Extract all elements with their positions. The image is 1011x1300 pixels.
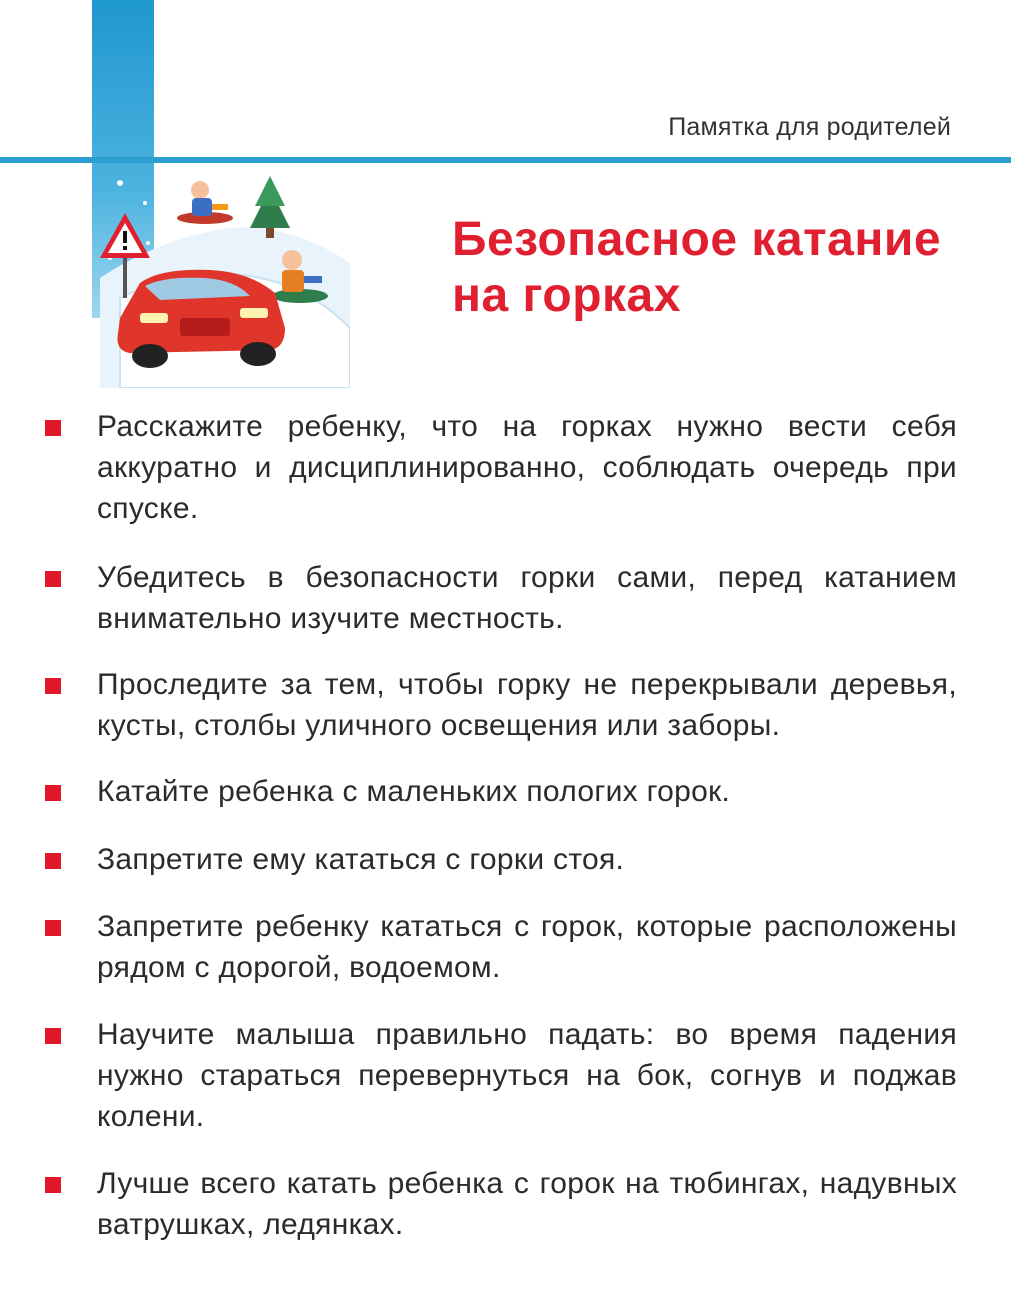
bullet-icon [45, 920, 61, 936]
bullet-icon [45, 420, 61, 436]
list-item-text: Расскажите ребенку, что на горках нужно вести себя аккуратно и дисциплинированно, соблюдать очередь при спуске. [97, 410, 957, 525]
bullet-icon [45, 1177, 61, 1193]
list-item [45, 1014, 957, 1137]
bullet-icon [45, 571, 61, 587]
winter-sledding-warning-illustration [100, 168, 350, 388]
title-line: на горках [452, 269, 681, 322]
page-title [452, 212, 972, 324]
bullet-icon [45, 785, 61, 801]
list-item [45, 906, 957, 988]
list-item [45, 664, 957, 746]
bullet-icon [45, 1028, 61, 1044]
list-item-text: Запретите ему кататься с горки стоя. [97, 843, 625, 876]
title-line: Безопасное катание [452, 213, 942, 266]
list-item [45, 557, 957, 639]
bullet-icon [45, 678, 61, 694]
list-item [45, 839, 957, 880]
list-item-text: Лучше всего катать ребенка с горок на тюбингах, надувных ватрушках, ледянках. [97, 1167, 957, 1241]
list-item [45, 1163, 957, 1245]
list-item-text: Убедитесь в безопасности горки сами, перед катанием внимательно изучите местность. [97, 561, 957, 635]
list-item [45, 406, 957, 529]
list-item [45, 771, 957, 812]
list-item-text: Запретите ребенку кататься с горок, которые расположены рядом с дорогой, водоемом. [97, 910, 957, 984]
sledding-child-icon [177, 181, 233, 224]
bullet-icon [45, 853, 61, 869]
list-item-text: Проследите за тем, чтобы горку не перекрывали деревья, кусты, столбы уличного освещения или заборы. [97, 668, 957, 742]
list-item-text: Катайте ребенка с маленьких пологих горок. [97, 775, 731, 808]
list-item-text: Научите малыша правильно падать: во время падения нужно стараться перевернуться на бок, согнув и поджав колени. [97, 1018, 957, 1133]
page-subtitle: Памятка для родителей [668, 113, 951, 141]
header-rule [0, 157, 1011, 163]
